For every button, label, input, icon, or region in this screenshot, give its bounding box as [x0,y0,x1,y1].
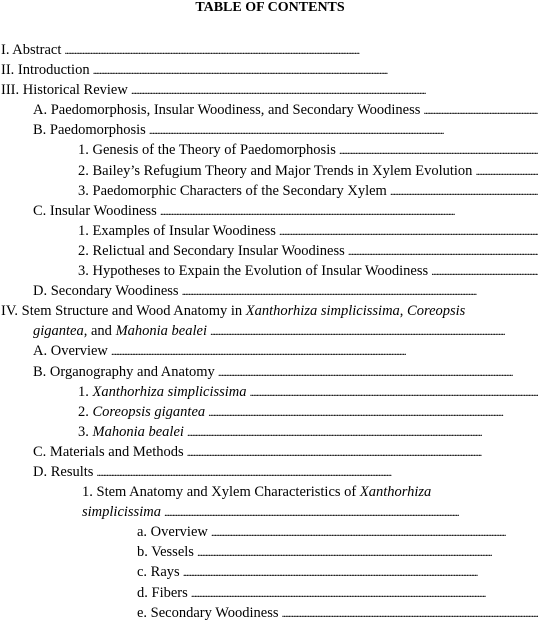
toc-entry-xanthorhiza[interactable] [0,382,540,402]
dot-leader [96,462,538,482]
toc-entry-results[interactable] [0,462,540,482]
dot-leader [64,40,538,60]
toc-entry-coreopsis[interactable] [0,402,540,422]
dot-leader [390,181,538,201]
dot-leader [475,161,538,181]
toc-entry-label: C. Insular Woodiness [33,202,157,219]
species-name: Xanthorhiza simplicissima [245,303,400,320]
toc-entry-bailey-refugium[interactable] [0,161,540,181]
toc-entry-genesis-theory[interactable] [0,140,540,160]
toc-entry-number: 2. [78,403,93,420]
page-title: TABLE OF CONTENTS [195,0,345,15]
dot-leader [131,80,538,100]
toc-entry-label: d. Fibers [137,584,188,601]
toc-entry-label: 3. Hypotheses to Expain the Evolution of Insular Woodiness [78,263,429,280]
species-name: Mahonia bealei [92,423,184,440]
toc-entry-vessels[interactable] [0,542,540,562]
toc-entry-label: 2. Relictual and Secondary Insular Woodiness [78,242,345,259]
toc-entry-paedomorphosis[interactable] [0,120,540,140]
toc-entry-label: I. Abstract [1,42,62,58]
toc-entry-insular-woodiness[interactable] [0,201,540,221]
toc-entry-label: D. Results [33,463,94,480]
toc-entry-label: c. Rays [137,564,180,581]
toc-entry-examples-insular[interactable] [0,221,540,241]
toc-entry-label: A. Paedomorphosis, Insular Woodiness, and Secondary Woodiness [33,102,421,119]
species-name: Mahonia bealei [115,323,207,340]
dot-leader [197,542,538,562]
dot-leader [183,562,538,582]
dot-leader [191,583,538,603]
toc-entry-label [78,382,247,402]
toc-entry-number: 3. [78,423,93,440]
species-name: Coreopsis gigantea [92,403,206,420]
dot-leader [431,261,538,281]
toc-entry-overview[interactable] [0,341,540,361]
toc-entry-e-secondary-woodiness[interactable] [0,603,540,623]
toc-entry-label: a. Overview [137,524,208,541]
toc-entry-stem-structure-line2[interactable] [0,321,540,341]
dot-leader [187,442,538,462]
species-name: gigantea [33,323,84,340]
toc-entry-label: , and [83,323,116,340]
toc-entry-label: 3. Paedomorphic Characters of the Secondary Xylem [78,182,387,199]
species-name: simplicissima [82,504,161,521]
toc-entry-label: , [399,303,408,320]
dot-leader [282,603,538,623]
toc-entry-paedomorphic-characters[interactable] [0,181,540,201]
toc-entry-organography[interactable] [0,362,540,382]
toc-entry-label: e. Secondary Woodiness [137,604,279,621]
toc-entry-secondary-woodiness[interactable] [0,281,540,301]
dot-leader [187,422,538,442]
dot-leader [210,321,538,341]
dot-leader [339,140,538,160]
toc-entry-label: II. Introduction [1,62,90,79]
dot-leader [250,382,538,402]
dot-leader [279,221,538,241]
toc-entry-hypotheses[interactable] [0,261,540,281]
toc-entry-stem-structure-line1[interactable] [0,301,540,321]
toc-entry-label: b. Vessels [137,544,194,561]
toc-entry-label: 1. Stem Anatomy and Xylem Characteristics of [82,484,360,501]
dot-leader [218,362,538,382]
dot-leader [348,241,538,261]
toc-entry-label: 2. Bailey’s Refugium Theory and Major Trends in Xylem Evolution [78,162,473,179]
toc-entry-a-overview[interactable] [0,522,540,542]
toc-entry-label: C. Materials and Methods [33,443,184,460]
toc-entry-mahonia[interactable] [0,422,540,442]
toc-entry-rays[interactable] [0,562,540,582]
table-of-contents [0,40,540,623]
dot-leader [160,201,538,221]
dot-leader [164,502,538,522]
toc-entry-number: 1. [78,383,93,400]
dot-leader [211,522,538,542]
species-name: Xanthorhiza simplicissima [92,383,247,400]
toc-entry-label: IV. Stem Structure and Wood Anatomy in [1,303,246,320]
dot-leader [93,60,538,80]
toc-entry-label: B. Paedomorphosis [33,122,146,139]
dot-leader [423,100,538,120]
toc-entry-label: A. Overview [33,343,108,360]
toc-entry-label [78,402,205,422]
toc-entry-stem-anatomy-line2[interactable] [0,502,540,522]
toc-entry-label: D. Secondary Woodiness [33,283,179,300]
toc-entry-label: 1. Examples of Insular Woodiness [78,222,276,239]
species-name: Xanthorhiza [359,484,432,501]
toc-entry-abstract[interactable] [0,40,540,60]
toc-entry-label: 1. Genesis of the Theory of Paedomorphosis [78,142,336,159]
toc-entry-materials-methods[interactable] [0,442,540,462]
dot-leader [111,341,538,361]
toc-entry-introduction[interactable] [0,60,540,80]
toc-entry-paedomorphosis-insular-secondary[interactable] [0,100,540,120]
toc-entry-relictual-secondary[interactable] [0,241,540,261]
toc-entry-label [78,422,184,442]
toc-entry-historical-review[interactable] [0,80,540,100]
species-name: Coreopsis [407,303,466,320]
dot-leader [149,120,538,140]
toc-entry-label [33,321,207,341]
dot-leader [208,402,538,422]
toc-entry-label: III. Historical Review [1,82,128,99]
toc-entry-label: B. Organography and Anatomy [33,363,215,380]
toc-entry-fibers[interactable] [0,583,540,603]
dot-leader [182,281,538,301]
toc-entry-stem-anatomy-line1[interactable] [0,482,540,502]
